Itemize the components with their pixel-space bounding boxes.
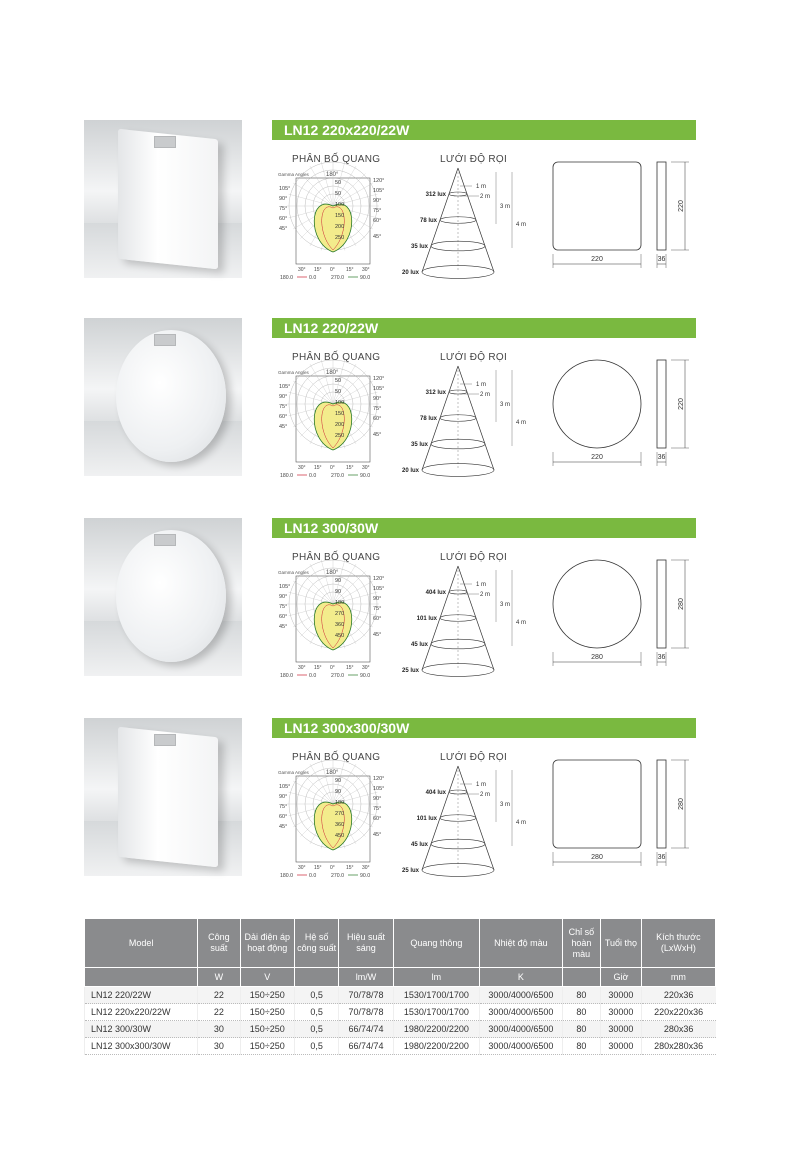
depth-dimension: 36 (657, 654, 666, 661)
polar-right-angle: 75° (373, 606, 382, 612)
illuminance-grid-label: LƯỚI ĐỘ RỌI (440, 552, 508, 563)
polar-right-angle: 90° (373, 198, 382, 204)
side-view (657, 360, 666, 448)
table-cell: 1980/2200/2200 (393, 1021, 479, 1038)
product-photo (84, 518, 242, 676)
polar-scale-value: 150 (335, 213, 345, 219)
product-section (0, 518, 800, 688)
polar-right-angle: 120° (373, 576, 385, 582)
table-unit-cell: lm (393, 968, 479, 987)
polar-left-angle: 90° (279, 594, 288, 600)
distance-1m: 1 m (476, 582, 487, 588)
table-cell: 22 (198, 987, 240, 1004)
legend-c90: 270.0 (331, 873, 344, 879)
table-header-cell: Chỉ số hoàn màu (562, 919, 600, 968)
distance-2m: 2 m (480, 792, 491, 798)
table-cell: 0,5 (295, 1004, 339, 1021)
polar-left-angle: 105° (279, 186, 291, 192)
polar-scale-value: 150 (335, 411, 345, 417)
polar-bottom-angle: 30° (298, 665, 306, 671)
dimension-drawing (545, 354, 695, 484)
polar-curve (314, 802, 352, 850)
table-header-cell: Tuổi thọ (601, 919, 642, 968)
table-cell: 3000/4000/6500 (480, 1021, 563, 1038)
polar-scale-value: 200 (335, 422, 345, 428)
polar-left-angle: 105° (279, 784, 291, 790)
polar-left-angle: 90° (279, 794, 288, 800)
legend-c0-end: 0.0 (309, 673, 317, 679)
polar-right-angle: 75° (373, 406, 382, 412)
polar-scale-value: 250 (335, 433, 345, 439)
polar-scale-value: 180 (335, 600, 345, 606)
polar-scale-value: 450 (335, 633, 345, 639)
polar-top-angle: 180° (326, 370, 339, 376)
polar-scale-value: 360 (335, 822, 345, 828)
polar-left-angle: 90° (279, 394, 288, 400)
polar-scale-value: 90 (335, 778, 342, 784)
table-header-cell: Kích thước (LxWxH) (641, 919, 715, 968)
lux-value: 25 lux (401, 668, 419, 674)
polar-left-angle: 45° (279, 424, 288, 430)
polar-curve (314, 602, 352, 650)
illuminance-grid-label: LƯỚI ĐỘ RỌI (440, 154, 508, 165)
distance-3m: 3 m (500, 402, 511, 408)
gamma-angles-label: Gamma Angles (278, 370, 309, 375)
table-cell: 0,5 (295, 1021, 339, 1038)
polar-bottom-angle: 0° (330, 865, 335, 871)
table-cell: 30000 (601, 987, 642, 1004)
table-header-cell: Hệ số công suất (295, 919, 339, 968)
polar-bottom-angle: 30° (362, 665, 370, 671)
light-distribution-label: PHÂN BỐ QUANG (292, 154, 381, 165)
dimension-drawing (545, 156, 695, 286)
table-cell: 30000 (601, 1021, 642, 1038)
table-row (85, 987, 716, 1004)
table-cell: 220x36 (641, 987, 715, 1004)
product-title: LN12 300/30W (272, 518, 696, 538)
table-unit-cell: mm (641, 968, 715, 987)
polar-left-angle: 75° (279, 604, 288, 610)
polar-right-angle: 105° (373, 786, 385, 792)
side-view (657, 162, 666, 250)
table-row (85, 1021, 716, 1038)
polar-right-angle: 105° (373, 386, 385, 392)
polar-left-angle: 60° (279, 414, 288, 420)
polar-bottom-angle: 0° (330, 665, 335, 671)
illuminance-cone (401, 362, 527, 480)
table-cell: 0,5 (295, 987, 339, 1004)
polar-scale-value: 250 (335, 235, 345, 241)
polar-scale-value: 90 (335, 589, 342, 595)
polar-scale-value: 50 (335, 191, 342, 197)
lux-value: 20 lux (401, 468, 419, 474)
polar-scale-value: 50 (335, 180, 342, 186)
distance-2m: 2 m (480, 194, 491, 200)
gamma-angles-label: Gamma Angles (278, 570, 309, 575)
polar-right-angle: 45° (373, 832, 382, 838)
table-unit-cell (562, 968, 600, 987)
table-cell: 66/74/74 (339, 1021, 393, 1038)
legend-c90-end: 90.0 (360, 673, 371, 679)
height-dimension: 280 (678, 798, 685, 810)
distance-1m: 1 m (476, 184, 487, 190)
table-units-row (85, 968, 716, 987)
lux-value: 312 lux (425, 390, 446, 396)
polar-scale-value: 200 (335, 224, 345, 230)
table-cell: 150÷250 (240, 987, 294, 1004)
legend-c90: 270.0 (331, 275, 344, 281)
front-view (553, 760, 641, 848)
light-distribution-label: PHÂN BỐ QUANG (292, 352, 381, 363)
polar-bottom-angle: 15° (346, 267, 354, 273)
legend-c0-end: 0.0 (309, 473, 317, 479)
product-photo (84, 718, 242, 876)
polar-left-angle: 45° (279, 824, 288, 830)
distance-3m: 3 m (500, 802, 511, 808)
table-cell: 30000 (601, 1038, 642, 1055)
polar-right-angle: 45° (373, 234, 382, 240)
polar-left-angle: 75° (279, 404, 288, 410)
lux-value: 78 lux (419, 416, 437, 422)
table-unit-cell: K (480, 968, 563, 987)
table-cell: 150÷250 (240, 1038, 294, 1055)
polar-bottom-angle: 30° (362, 465, 370, 471)
polar-right-angle: 90° (373, 596, 382, 602)
table-cell: 1980/2200/2200 (393, 1038, 479, 1055)
legend-c90-end: 90.0 (360, 275, 371, 281)
table-cell: 3000/4000/6500 (480, 987, 563, 1004)
gamma-angles-label: Gamma Angles (278, 770, 309, 775)
polar-right-angle: 105° (373, 586, 385, 592)
product-title: LN12 220x220/22W (272, 120, 696, 140)
model-cell: LN12 300/30W (85, 1021, 198, 1038)
legend-c0: 180.0 (280, 673, 293, 679)
table-unit-cell: Giờ (601, 968, 642, 987)
table-header-cell: Hiệu suất sáng (339, 919, 393, 968)
polar-left-angle: 45° (279, 226, 288, 232)
polar-diagram (276, 766, 390, 880)
polar-bottom-angle: 15° (314, 465, 322, 471)
legend-c90-end: 90.0 (360, 473, 371, 479)
table-cell: 70/78/78 (339, 987, 393, 1004)
polar-curve (314, 402, 352, 450)
polar-right-angle: 60° (373, 816, 382, 822)
polar-top-angle: 180° (326, 570, 339, 576)
depth-dimension: 36 (657, 256, 666, 263)
polar-bottom-angle: 15° (346, 465, 354, 471)
polar-bottom-angle: 15° (346, 865, 354, 871)
front-view (553, 560, 641, 648)
product-title: LN12 300x300/30W (272, 718, 696, 738)
polar-left-angle: 75° (279, 804, 288, 810)
side-view (657, 760, 666, 848)
polar-scale-value: 180 (335, 800, 345, 806)
legend-c90: 270.0 (331, 673, 344, 679)
table-cell: 80 (562, 1038, 600, 1055)
distance-4m: 4 m (516, 222, 527, 228)
polar-bottom-angle: 15° (314, 665, 322, 671)
illuminance-cone (401, 562, 527, 680)
polar-scale-value: 100 (335, 202, 345, 208)
lux-value: 404 lux (425, 590, 446, 596)
distance-1m: 1 m (476, 782, 487, 788)
model-cell: LN12 220/22W (85, 987, 198, 1004)
polar-right-angle: 60° (373, 616, 382, 622)
lux-value: 312 lux (425, 192, 446, 198)
distance-2m: 2 m (480, 392, 491, 398)
light-distribution-label: PHÂN BỐ QUANG (292, 752, 381, 763)
dimension-drawing (545, 554, 695, 684)
polar-bottom-angle: 30° (298, 865, 306, 871)
table-header-cell: Quang thông (393, 919, 479, 968)
lux-value: 25 lux (401, 868, 419, 874)
table-cell: 80 (562, 1004, 600, 1021)
polar-right-angle: 75° (373, 806, 382, 812)
illuminance-grid-label: LƯỚI ĐỘ RỌI (440, 752, 508, 763)
polar-left-angle: 60° (279, 216, 288, 222)
legend-c90: 270.0 (331, 473, 344, 479)
polar-scale-value: 90 (335, 789, 342, 795)
table-row (85, 1004, 716, 1021)
illuminance-cone (401, 762, 527, 880)
side-view (657, 560, 666, 648)
polar-right-angle: 120° (373, 376, 385, 382)
polar-bottom-angle: 30° (298, 267, 306, 273)
polar-curve (314, 204, 352, 252)
table-cell: 280x280x36 (641, 1038, 715, 1055)
table-row (85, 1038, 716, 1055)
polar-right-angle: 105° (373, 188, 385, 194)
light-distribution-label: PHÂN BỐ QUANG (292, 552, 381, 563)
distance-4m: 4 m (516, 620, 527, 626)
product-section (0, 318, 800, 488)
legend-c0-end: 0.0 (309, 275, 317, 281)
polar-right-angle: 45° (373, 632, 382, 638)
depth-dimension: 36 (657, 854, 666, 861)
lux-value: 101 lux (416, 816, 437, 822)
table-cell: 1530/1700/1700 (393, 987, 479, 1004)
polar-diagram (276, 366, 390, 480)
table-cell: 280x36 (641, 1021, 715, 1038)
polar-left-angle: 60° (279, 614, 288, 620)
distance-4m: 4 m (516, 420, 527, 426)
polar-bottom-angle: 0° (330, 267, 335, 273)
polar-right-angle: 45° (373, 432, 382, 438)
table-cell: 3000/4000/6500 (480, 1004, 563, 1021)
lux-value: 101 lux (416, 616, 437, 622)
polar-top-angle: 180° (326, 172, 339, 178)
polar-scale-value: 100 (335, 400, 345, 406)
product-photo (84, 120, 242, 278)
table-header-cell: Nhiệt độ màu (480, 919, 563, 968)
table-unit-cell: W (198, 968, 240, 987)
product-title: LN12 220/22W (272, 318, 696, 338)
table-cell: 80 (562, 987, 600, 1004)
lux-value: 45 lux (410, 642, 428, 648)
table-header-row (85, 919, 716, 968)
table-cell: 3000/4000/6500 (480, 1038, 563, 1055)
polar-right-angle: 75° (373, 208, 382, 214)
height-dimension: 220 (678, 200, 685, 212)
product-section (0, 120, 800, 290)
lux-value: 404 lux (425, 790, 446, 796)
polar-scale-value: 50 (335, 389, 342, 395)
polar-bottom-angle: 15° (314, 267, 322, 273)
polar-scale-value: 270 (335, 611, 345, 617)
product-section (0, 718, 800, 888)
legend-c90-end: 90.0 (360, 873, 371, 879)
lux-value: 78 lux (419, 218, 437, 224)
model-cell: LN12 300x300/30W (85, 1038, 198, 1055)
table-cell: 1530/1700/1700 (393, 1004, 479, 1021)
polar-bottom-angle: 30° (298, 465, 306, 471)
lux-value: 35 lux (410, 442, 428, 448)
spec-table (84, 918, 716, 1055)
illuminance-grid-label: LƯỚI ĐỘ RỌI (440, 352, 508, 363)
table-header-cell: Model (85, 919, 198, 968)
polar-right-angle: 60° (373, 416, 382, 422)
table-header-cell: Dải điện áp hoạt động (240, 919, 294, 968)
table-cell: 220x220x36 (641, 1004, 715, 1021)
polar-left-angle: 75° (279, 206, 288, 212)
lux-value: 35 lux (410, 244, 428, 250)
depth-dimension: 36 (657, 454, 666, 461)
polar-right-angle: 60° (373, 218, 382, 224)
distance-1m: 1 m (476, 382, 487, 388)
table-cell: 0,5 (295, 1038, 339, 1055)
polar-scale-value: 50 (335, 378, 342, 384)
polar-diagram (276, 566, 390, 680)
table-unit-cell (295, 968, 339, 987)
polar-right-angle: 120° (373, 178, 385, 184)
legend-c0: 180.0 (280, 473, 293, 479)
table-unit-cell (85, 968, 198, 987)
legend-c0: 180.0 (280, 275, 293, 281)
table-cell: 22 (198, 1004, 240, 1021)
table-cell: 150÷250 (240, 1021, 294, 1038)
table-header-cell: Công suất (198, 919, 240, 968)
polar-bottom-angle: 30° (362, 267, 370, 273)
product-photo (84, 318, 242, 476)
lux-value: 20 lux (401, 270, 419, 276)
legend-c0: 180.0 (280, 873, 293, 879)
width-dimension: 280 (591, 854, 603, 861)
table-unit-cell: V (240, 968, 294, 987)
model-cell: LN12 220x220/22W (85, 1004, 198, 1021)
gamma-angles-label: Gamma Angles (278, 172, 309, 177)
width-dimension: 220 (591, 454, 603, 461)
polar-right-angle: 90° (373, 396, 382, 402)
polar-left-angle: 105° (279, 384, 291, 390)
table-cell: 70/78/78 (339, 1004, 393, 1021)
polar-left-angle: 45° (279, 624, 288, 630)
polar-top-angle: 180° (326, 770, 339, 776)
polar-diagram (276, 168, 390, 282)
polar-left-angle: 90° (279, 196, 288, 202)
polar-bottom-angle: 0° (330, 465, 335, 471)
height-dimension: 280 (678, 598, 685, 610)
polar-left-angle: 105° (279, 584, 291, 590)
table-unit-cell: lm/W (339, 968, 393, 987)
polar-bottom-angle: 30° (362, 865, 370, 871)
width-dimension: 220 (591, 256, 603, 263)
lux-value: 45 lux (410, 842, 428, 848)
polar-right-angle: 120° (373, 776, 385, 782)
illuminance-cone (401, 164, 527, 282)
distance-3m: 3 m (500, 602, 511, 608)
table-cell: 30 (198, 1038, 240, 1055)
polar-right-angle: 90° (373, 796, 382, 802)
table-cell: 150÷250 (240, 1004, 294, 1021)
distance-2m: 2 m (480, 592, 491, 598)
front-view (553, 162, 641, 250)
table-cell: 30000 (601, 1004, 642, 1021)
height-dimension: 220 (678, 398, 685, 410)
polar-bottom-angle: 15° (346, 665, 354, 671)
polar-scale-value: 450 (335, 833, 345, 839)
polar-scale-value: 90 (335, 578, 342, 584)
dimension-drawing (545, 754, 695, 884)
legend-c0-end: 0.0 (309, 873, 317, 879)
table-cell: 66/74/74 (339, 1038, 393, 1055)
polar-scale-value: 360 (335, 622, 345, 628)
distance-4m: 4 m (516, 820, 527, 826)
table-cell: 30 (198, 1021, 240, 1038)
table-cell: 80 (562, 1021, 600, 1038)
distance-3m: 3 m (500, 204, 511, 210)
width-dimension: 280 (591, 654, 603, 661)
polar-left-angle: 60° (279, 814, 288, 820)
polar-bottom-angle: 15° (314, 865, 322, 871)
polar-scale-value: 270 (335, 811, 345, 817)
front-view (553, 360, 641, 448)
